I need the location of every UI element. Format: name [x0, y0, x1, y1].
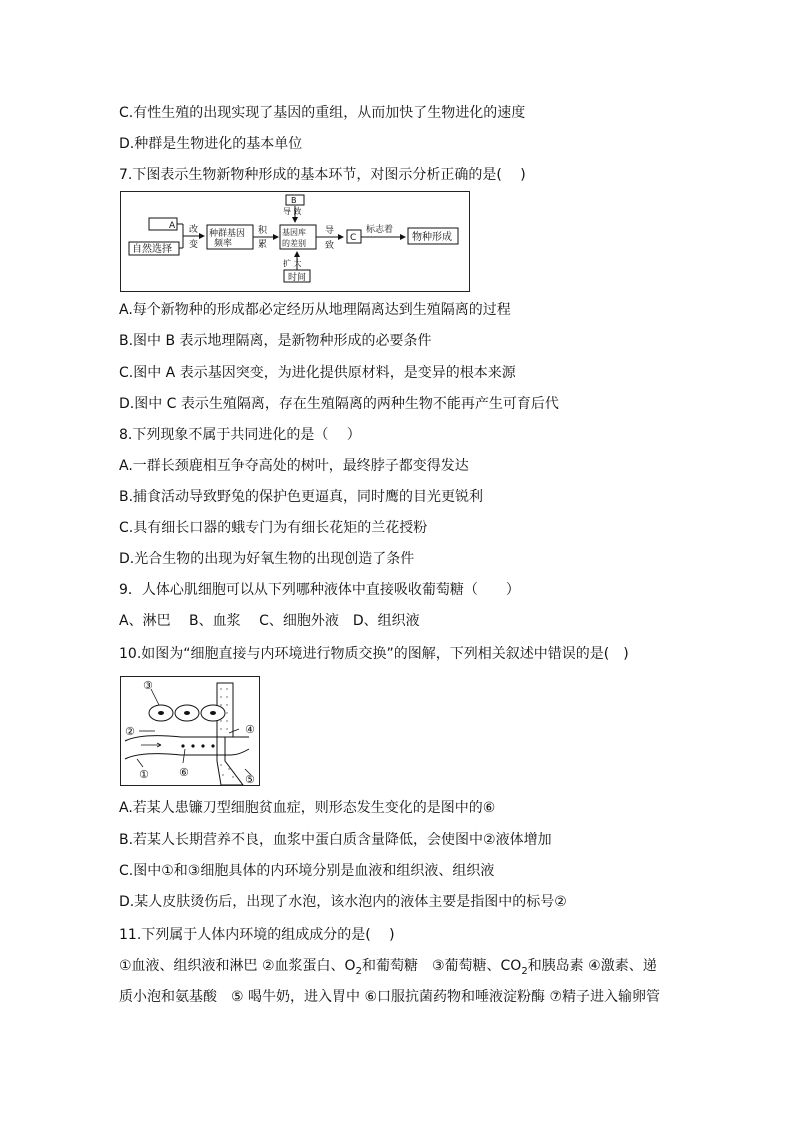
q9-options: A、淋巴 B、血浆 C、细胞外液 D、组织液 — [119, 613, 420, 629]
q11-options-line-2: 质小泡和氨基酸 ⑤ 喝牛奶，进入胃中 ⑥口服抗菌药物和唾液淀粉酶 ⑦精子进入输卵管 — [119, 989, 661, 1005]
label-a: A — [169, 221, 176, 231]
label-freq-1: 种群基因 — [209, 229, 246, 239]
label-accum-2: 累 — [258, 240, 268, 250]
tissue-exchange-diagram — [120, 676, 260, 786]
q10-option-a: A.若某人患镰刀型细胞贫血症，则形态发生变化的是图中的⑥ — [119, 800, 496, 816]
label-mark: 标志着 — [366, 225, 394, 235]
label-time: 时间 — [288, 273, 307, 283]
q10-option-d: D.某人皮肤烫伤后，出现了水泡，该水泡内的液体主要是指图中的标号② — [119, 894, 567, 910]
label-c: C — [350, 233, 357, 243]
label-diff-2: 的差别 — [282, 239, 306, 248]
q8-option-c: C.具有细长口器的蛾专门为有细长花矩的兰花授粉 — [119, 520, 428, 536]
label-2: ② — [125, 725, 135, 738]
q7-option-a: A.每个新物种的形成都必定经历从地理隔离达到生殖隔离的过程 — [119, 302, 511, 318]
question-8: 8.下列现象不属于共同进化的是（ ） — [119, 427, 361, 443]
option-c-text: C.有性生殖的出现实现了基因的重组，从而加快了生物进化的速度 — [119, 105, 526, 121]
label-species-formation: 物种形成 — [412, 232, 452, 243]
q7-option-d: D.图中 C 表示生殖隔离，存在生殖隔离的两种生物不能再产生可育后代 — [119, 396, 559, 412]
question-10: 10.如图为“细胞直接与内环境进行物质交换”的图解，下列相关叙述中错误的是( ) — [119, 646, 629, 662]
question-7: 7.下图表示生物新物种形成的基本环节，对图示分析正确的是( ) — [119, 167, 526, 183]
question-9: 9．人体心肌细胞可以从下列哪种液体中直接吸收葡萄糖（ ） — [119, 582, 520, 598]
label-diff-1: 基因库 — [282, 228, 306, 237]
label-freq-2: 频率 — [214, 239, 233, 249]
label-expand: 扩 大 — [283, 259, 302, 268]
question-11: 11.下列属于人体内环境的组成成分的是( ) — [119, 927, 395, 943]
label-4: ④ — [245, 723, 255, 736]
q7-option-c: C.图中 A 表示基因突变，为进化提供原材料，是变异的根本来源 — [119, 365, 516, 381]
label-cause: 导 致 — [283, 207, 302, 216]
q11-options-line-1: ①血液、组织液和淋巴 ②血浆蛋白、$O_2$和葡萄糖 ③葡萄糖、$CO_2$和胰岛素 ④激素、递 — [119, 958, 657, 977]
label-6: ⑥ — [179, 766, 189, 779]
q8-option-d: D.光合生物的出现为好氧生物的出现创造了条件 — [119, 551, 415, 567]
label-3: ③ — [143, 679, 153, 692]
option-d-text: D.种群是生物进化的基本单位 — [119, 136, 303, 152]
label-change-1: 改 — [189, 225, 199, 235]
speciation-diagram — [120, 191, 470, 292]
label-lead-1: 导 — [325, 226, 335, 236]
q8-option-b: B.捕食活动导致野兔的保护色更逼真，同时鹰的目光更锐利 — [119, 489, 484, 505]
q8-option-a: A.一群长颈鹿相互争夺高处的树叶，最终脖子都变得发达 — [119, 458, 469, 474]
label-natural-selection: 自然选择 — [132, 244, 172, 255]
label-accum-1: 积 — [258, 226, 268, 236]
label-b: B — [291, 196, 297, 205]
label-1: ① — [139, 768, 149, 781]
q10-option-c: C.图中①和③细胞具体的内环境分别是血液和组织液、组织液 — [119, 863, 495, 879]
label-change-2: 变 — [189, 240, 199, 250]
label-lead-2: 致 — [325, 241, 335, 251]
q7-option-b: B.图中 B 表示地理隔离，是新物种形成的必要条件 — [119, 333, 432, 349]
q10-option-b: B.若某人长期营养不良，血浆中蛋白质含量降低，会使图中②液体增加 — [119, 832, 552, 848]
label-5: ⑤ — [245, 773, 255, 785]
